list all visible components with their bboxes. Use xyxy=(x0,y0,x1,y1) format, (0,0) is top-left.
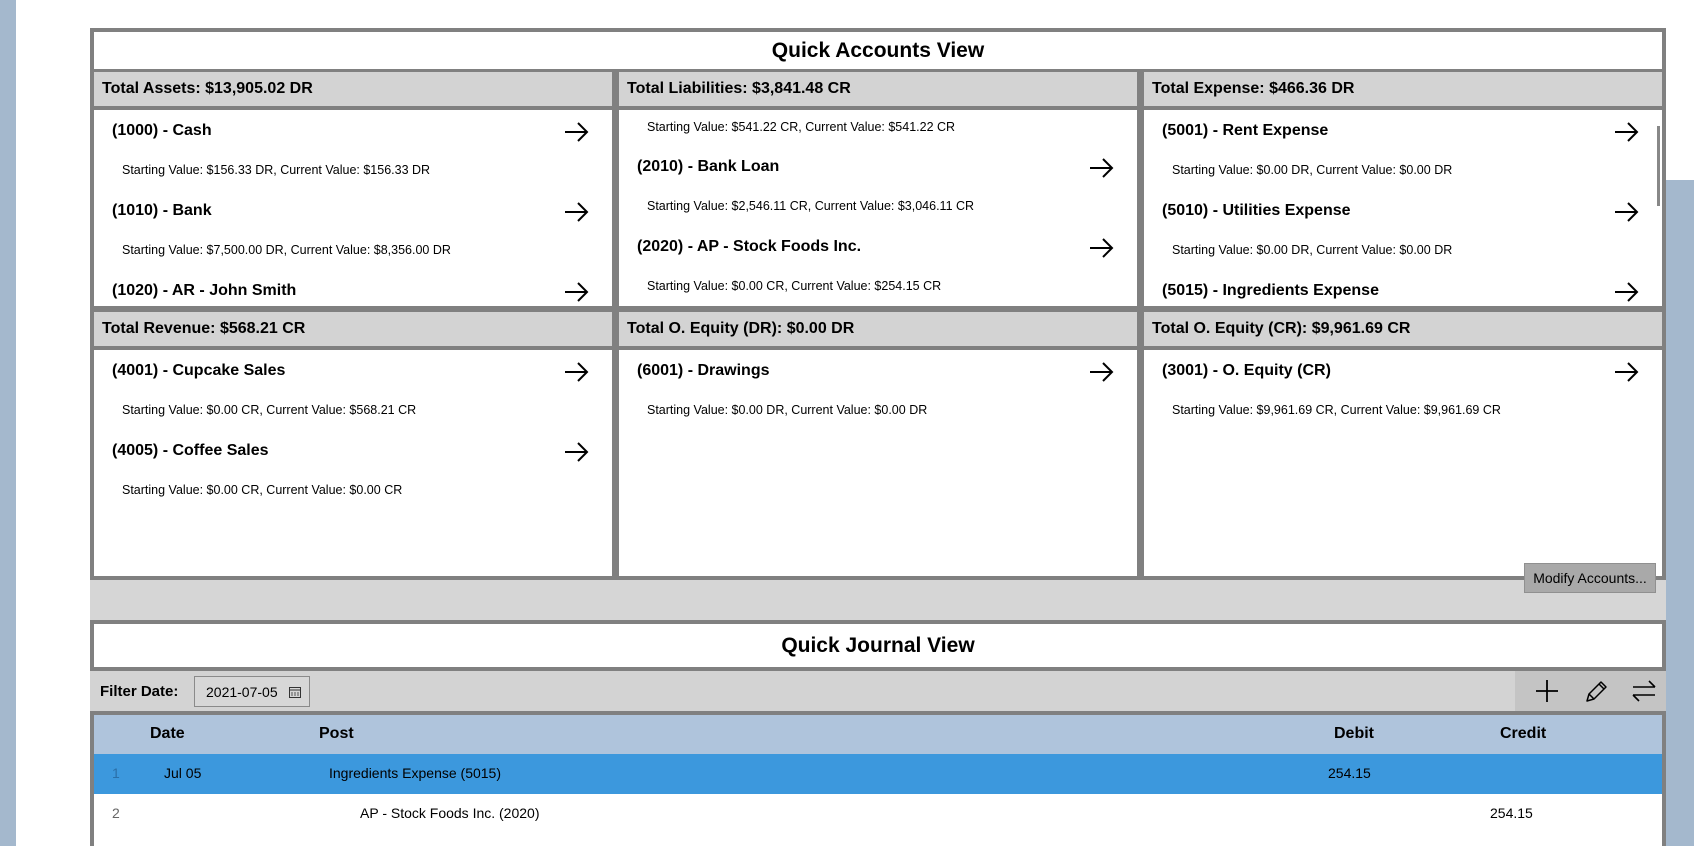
account-item[interactable] xyxy=(619,352,1137,392)
pencil-icon[interactable] xyxy=(1581,677,1611,705)
right-arrow-icon[interactable] xyxy=(1612,278,1640,306)
liabilities-header: Total Liabilities: $3,841.48 CR xyxy=(619,72,1137,106)
account-item[interactable] xyxy=(94,432,612,472)
account-values: Starting Value: $0.00 CR, Current Value: $254.15 CR xyxy=(647,279,942,293)
account-item[interactable] xyxy=(1144,192,1662,232)
post-column-header[interactable]: Post xyxy=(319,725,354,742)
account-item[interactable] xyxy=(1144,272,1662,306)
right-arrow-icon[interactable] xyxy=(562,438,590,466)
assets-header: Total Assets: $13,905.02 DR xyxy=(94,72,612,106)
account-name: (4005) - Coffee Sales xyxy=(112,442,269,459)
account-values: Starting Value: $7,500.00 DR, Current Value: $8,356.00 DR xyxy=(122,243,451,257)
equity-dr-header: Total O. Equity (DR): $0.00 DR xyxy=(619,312,1137,346)
row-number: 1 xyxy=(112,765,120,781)
quick-accounts-panel xyxy=(90,28,1666,608)
account-values: Starting Value: $0.00 CR, Current Value: $0.00 CR xyxy=(122,483,403,497)
row-credit: 254.15 xyxy=(1490,805,1533,821)
account-name: (3001) - O. Equity (CR) xyxy=(1162,362,1331,379)
account-item[interactable] xyxy=(619,228,1137,268)
account-name: (5015) - Ingredients Expense xyxy=(1162,282,1379,299)
journal-grid-header xyxy=(94,715,1662,754)
row-debit: 254.15 xyxy=(1328,765,1371,781)
account-name: (5001) - Rent Expense xyxy=(1162,122,1329,139)
right-arrow-icon[interactable] xyxy=(562,278,590,306)
account-item[interactable] xyxy=(1144,352,1662,392)
account-values: Starting Value: $0.00 DR, Current Value: $0.00 DR xyxy=(1172,243,1453,257)
account-values: Starting Value: $9,961.69 CR, Current Value: $9,961.69 CR xyxy=(1172,403,1501,417)
quick-journal-panel xyxy=(90,620,1666,846)
equity-cr-header: Total O. Equity (CR): $9,961.69 CR xyxy=(1144,312,1662,346)
equity-dr-list xyxy=(619,350,1137,576)
modify-accounts-button[interactable]: Modify Accounts... xyxy=(1524,563,1656,593)
journal-row[interactable] xyxy=(94,794,1662,846)
account-item[interactable] xyxy=(619,148,1137,188)
right-arrow-icon[interactable] xyxy=(562,198,590,226)
account-values: Starting Value: $541.22 CR, Current Value: $541.22 CR xyxy=(647,120,956,134)
journal-tools xyxy=(1515,671,1666,711)
account-values: Starting Value: $2,546.11 CR, Current Value: $3,046.11 CR xyxy=(647,199,975,213)
swap-icon[interactable] xyxy=(1629,677,1659,705)
account-item[interactable] xyxy=(94,192,612,232)
account-item[interactable] xyxy=(1144,112,1662,152)
calendar-icon[interactable] xyxy=(289,686,301,698)
journal-title: Quick Journal View xyxy=(94,624,1662,667)
filter-date-label: Filter Date: xyxy=(100,683,179,700)
row-date: Jul 05 xyxy=(164,765,202,781)
journal-row-selected[interactable] xyxy=(94,754,1662,794)
account-values: Starting Value: $0.00 DR, Current Value: $0.00 DR xyxy=(1172,163,1453,177)
expense-header: Total Expense: $466.36 DR xyxy=(1144,72,1662,106)
assets-list xyxy=(94,110,612,306)
right-arrow-icon[interactable] xyxy=(1612,198,1640,226)
account-name: (2020) - AP - Stock Foods Inc. xyxy=(637,238,862,255)
account-name: (6001) - Drawings xyxy=(637,362,770,379)
debit-column-header[interactable]: Debit xyxy=(1334,725,1374,742)
account-name: (2010) - Bank Loan xyxy=(637,158,780,175)
right-arrow-icon[interactable] xyxy=(562,118,590,146)
account-item[interactable] xyxy=(94,272,612,306)
right-arrow-icon[interactable] xyxy=(562,358,590,386)
right-arrow-icon[interactable] xyxy=(1087,234,1115,262)
account-name: (1010) - Bank xyxy=(112,202,212,219)
right-arrow-icon[interactable] xyxy=(1087,358,1115,386)
account-values: Starting Value: $0.00 CR, Current Value: $568.21 CR xyxy=(122,403,417,417)
filter-date-value: 2021-07-05 xyxy=(206,683,278,700)
account-item[interactable] xyxy=(94,112,612,152)
account-values: Starting Value: $0.00 DR, Current Value: $0.00 DR xyxy=(647,403,928,417)
revenue-list xyxy=(94,350,612,576)
account-item[interactable] xyxy=(94,352,612,392)
journal-toolbar xyxy=(90,671,1666,711)
plus-icon[interactable] xyxy=(1532,677,1562,705)
account-name: (5010) - Utilities Expense xyxy=(1162,202,1351,219)
revenue-header: Total Revenue: $568.21 CR xyxy=(94,312,612,346)
equity-cr-list xyxy=(1144,350,1662,576)
row-number: 2 xyxy=(112,805,120,821)
expense-scrollbar[interactable] xyxy=(1657,126,1660,206)
account-name: (4001) - Cupcake Sales xyxy=(112,362,286,379)
row-post: Ingredients Expense (5015) xyxy=(329,765,501,781)
expense-list xyxy=(1144,110,1662,306)
account-name: (1000) - Cash xyxy=(112,122,212,139)
accounts-title: Quick Accounts View xyxy=(94,32,1662,69)
window-right-edge-top xyxy=(1666,0,1694,180)
window-left-edge xyxy=(0,0,16,846)
date-column-header[interactable]: Date xyxy=(150,725,185,742)
filter-date-picker[interactable] xyxy=(194,676,310,707)
liabilities-list xyxy=(619,110,1137,306)
right-arrow-icon[interactable] xyxy=(1612,118,1640,146)
row-post: AP - Stock Foods Inc. (2020) xyxy=(360,805,540,821)
right-arrow-icon[interactable] xyxy=(1087,154,1115,182)
right-arrow-icon[interactable] xyxy=(1612,358,1640,386)
credit-column-header[interactable]: Credit xyxy=(1500,725,1547,742)
account-values: Starting Value: $156.33 DR, Current Value: $156.33 DR xyxy=(122,163,431,177)
account-name: (1020) - AR - John Smith xyxy=(112,282,297,299)
